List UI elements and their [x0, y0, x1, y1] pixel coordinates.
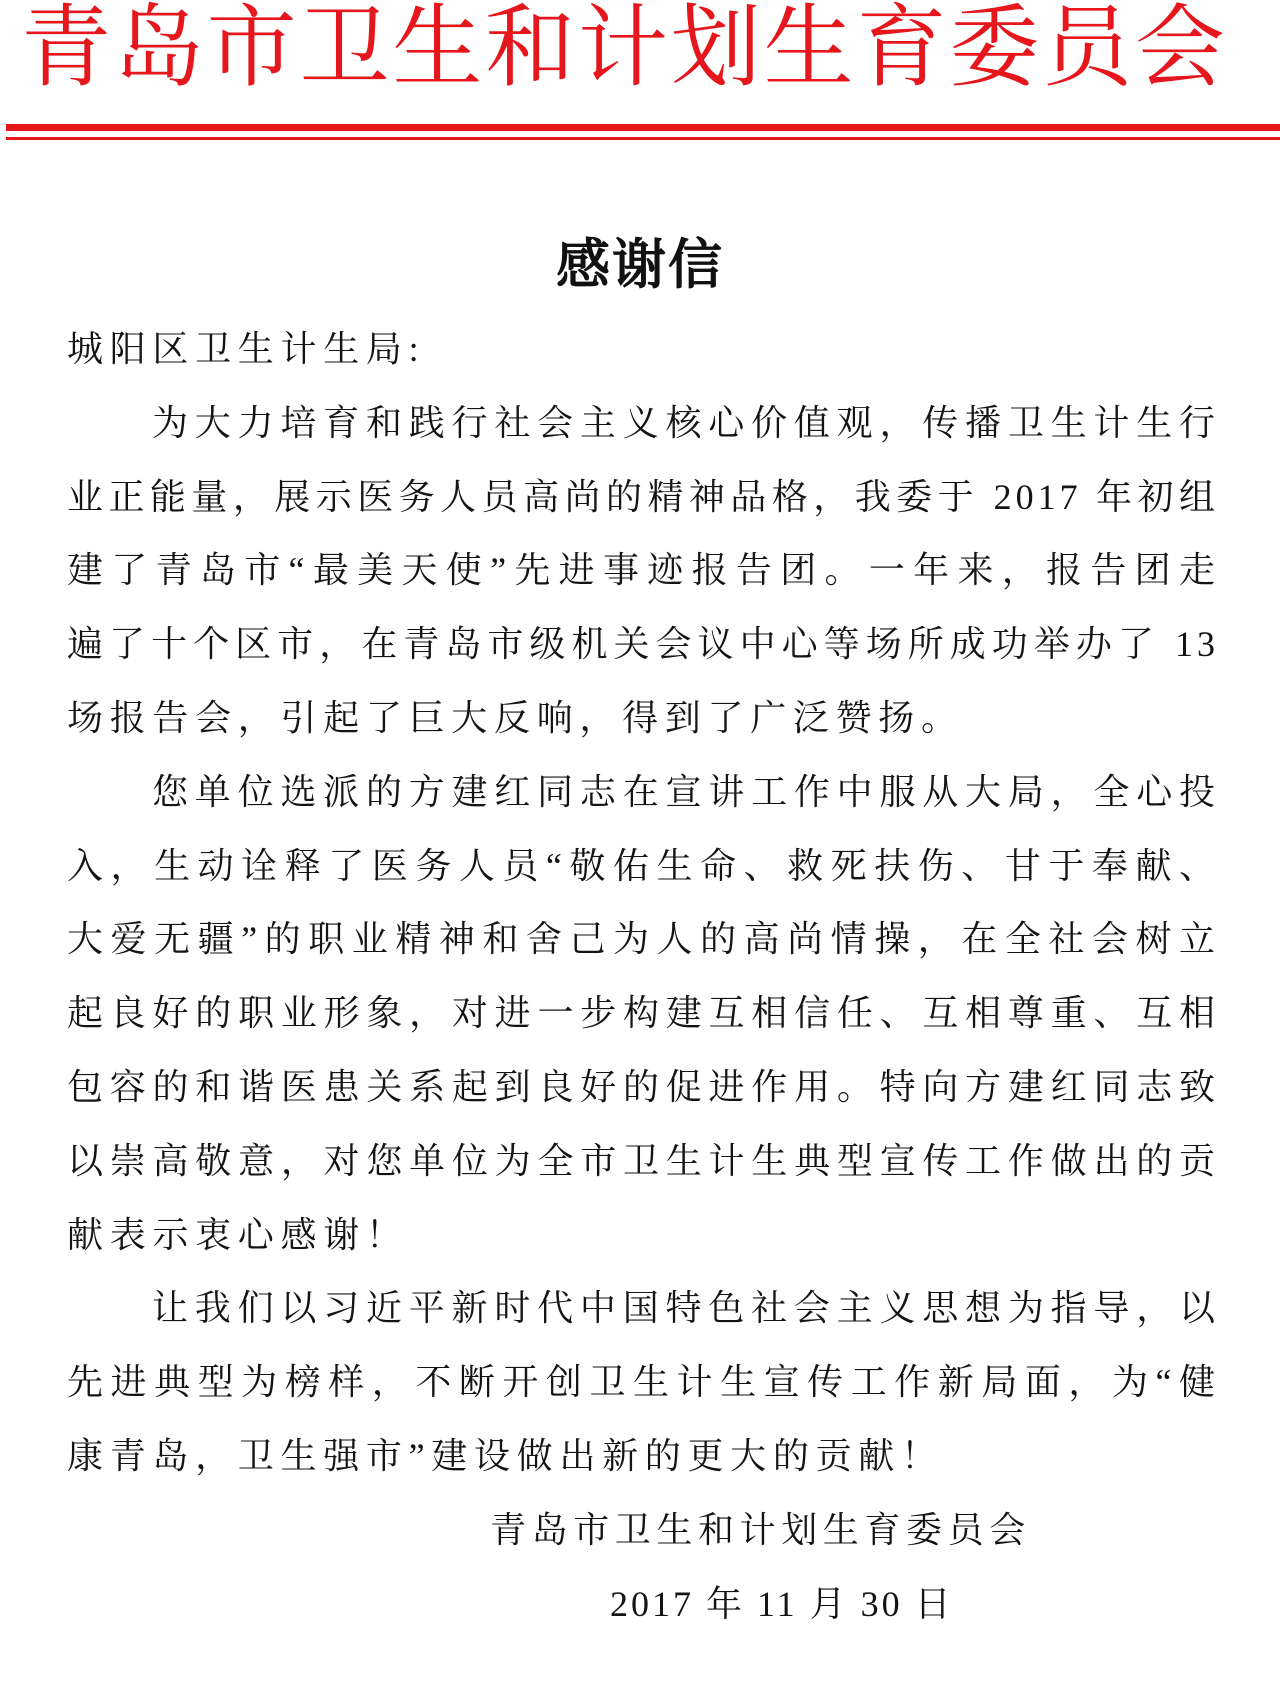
- body-line: 康青岛，卫生强市”建设做出新的更大的贡献！: [67, 1435, 944, 1476]
- salutation: 城阳区卫生计生局:: [67, 329, 426, 369]
- letterhead-rule-thick: [6, 124, 1280, 131]
- body-line: 献表示衷心感谢！: [67, 1214, 409, 1255]
- letter-title: 感谢信: [556, 232, 724, 296]
- letterhead-title: 青岛市卫生和计划生育委员会: [21, 0, 1227, 100]
- body-line: 入，生动诠释了医务人员“敬佑生命、救死扶伤、甘于奉献、: [67, 845, 1219, 886]
- letterhead-rule-thin: [6, 137, 1280, 140]
- body-line: 包容的和谐医患关系起到良好的促进作用。特向方建红同志致: [67, 1066, 1219, 1107]
- paragraph-1: [67, 387, 1219, 756]
- body-line: 先进典型为榜样，不断开创卫生计生宣传工作新局面，为“健: [67, 1362, 1219, 1403]
- body-line: 建了青岛市“最美天使”先进事迹报告团。一年来，报告团走: [67, 550, 1219, 591]
- body-line: 业正能量，展示医务人员高尚的精神品格，我委于 2017 年初组: [67, 476, 1219, 517]
- body-line: 您单位选派的方建红同志在宣讲工作中服从大局，全心投: [152, 771, 1219, 812]
- body-line: 起良好的职业形象，对进一步构建互相信任、互相尊重、互相: [67, 993, 1219, 1034]
- body-line: 场报告会，引起了巨大反响，得到了广泛赞扬。: [67, 697, 964, 738]
- body-line: 让我们以习近平新时代中国特色社会主义思想为指导，以: [152, 1288, 1219, 1329]
- signature: 青岛市卫生和计划生育委员会: [490, 1509, 1031, 1550]
- paragraph-3: [67, 1272, 1219, 1493]
- body-line: 为大力培育和践行社会主义核心价值观，传播卫生计生行: [152, 402, 1219, 443]
- body-line: 以崇高敬意，对您单位为全市卫生计生典型宣传工作做出的贡: [67, 1140, 1219, 1181]
- paragraph-2: [67, 756, 1219, 1273]
- letter-body: [67, 313, 1219, 1641]
- body-line: 大爱无疆”的职业精神和舍己为人的高尚情操，在全社会树立: [67, 919, 1219, 960]
- letter-date: 2017 年 11 月 30 日: [610, 1583, 954, 1624]
- body-line: 遍了十个区市，在青岛市级机关会议中心等场所成功举办了 13: [67, 624, 1219, 665]
